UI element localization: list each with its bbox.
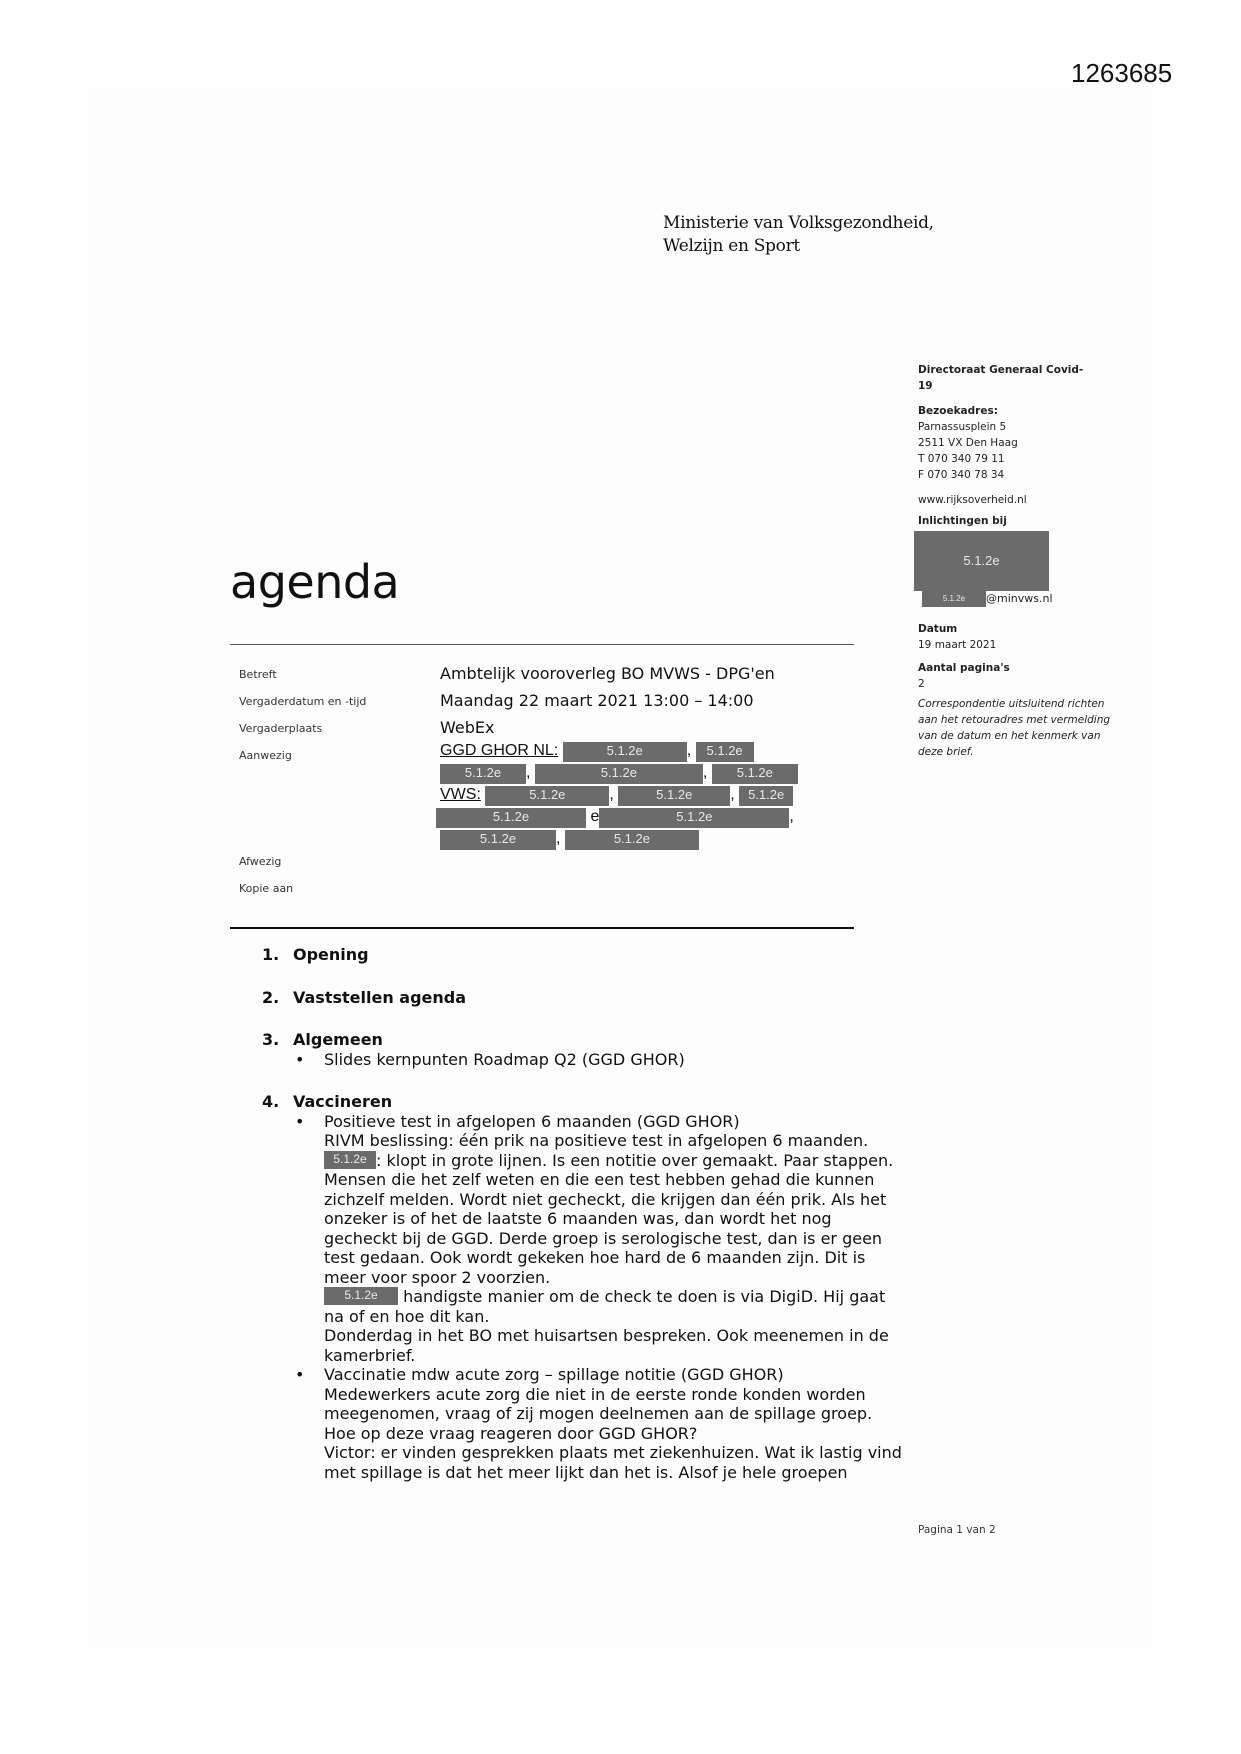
redaction-block: 5.1.2e [599, 808, 789, 828]
separator: , [789, 808, 794, 825]
paragraph: Donderdag in het BO met huisartsen bespreken. Ook meenemen in de kamerbrief. [324, 1326, 889, 1365]
vws-attendees-row-3 [440, 830, 699, 852]
subject-value: Ambtelijk vooroverleg BO MVWS - DPG'en [440, 664, 775, 683]
sender-details [918, 362, 1118, 760]
directorate-line-1: Directoraat Generaal Covid- [918, 364, 1084, 376]
agenda-item-3 [262, 1030, 902, 1050]
separator: , [609, 786, 614, 803]
paragraph-text: handigste manier om de check te doen is via DigiD. Hij gaat na of en hoe dit kan. [324, 1287, 886, 1326]
agenda-bullet [293, 1050, 902, 1070]
agenda-bullet [293, 1365, 902, 1482]
street: Parnassusplein 5 [918, 421, 1007, 433]
separator: , [730, 786, 735, 803]
redaction-block: 5.1.2e [618, 786, 730, 806]
redaction-block: 5.1.2e [563, 742, 687, 762]
item-title: Algemeen [293, 1030, 383, 1049]
item-title: Vaccineren [293, 1092, 393, 1111]
location-value: WebEx [440, 718, 495, 737]
directorate-line-2: 19 [918, 380, 933, 392]
separator: , [702, 764, 708, 781]
date-value: 19 maart 2021 [918, 639, 997, 651]
redaction-block: 5.1.2e [914, 531, 1049, 591]
redaction-block: 5.1.2e [739, 786, 793, 806]
item-number: 1. [262, 945, 280, 964]
bullet-body [324, 1112, 902, 1366]
ministry-line-2: Welzijn en Sport [663, 236, 800, 256]
agenda-list [262, 945, 902, 1482]
redaction-block: 5.1.2e [436, 808, 586, 828]
ministry-line-1: Ministerie van Volksgezondheid, [663, 213, 934, 233]
info-label: Inlichtingen bij [918, 515, 1007, 527]
paragraph: RIVM beslissing: één prik na positieve test in afgelopen 6 maanden. [324, 1131, 869, 1150]
redaction-block: 5.1.2e [440, 764, 526, 784]
redaction-block: 5.1.2e [324, 1287, 398, 1305]
datetime-label: Vergaderdatum en -tijd [239, 695, 367, 708]
paragraph: Victor: er vinden gesprekken plaats met ziekenhuizen. Wat ik lastig vind met spillage is dat het meer lijkt dan het is. Alsof je hele groepen [324, 1443, 902, 1482]
email-domain: @minvws.nl [986, 592, 1053, 605]
item-title: Opening [293, 945, 369, 964]
bullet-text: Slides kernpunten Roadmap Q2 (GGD GHOR) [324, 1049, 685, 1069]
website-link[interactable]: www.rijksoverheid.nl [918, 494, 1027, 506]
pages-value: 2 [918, 678, 925, 690]
date-label: Datum [918, 623, 958, 635]
item-title: Vaststellen agenda [293, 987, 467, 1007]
page-indicator: Pagina 1 van 2 [918, 1524, 996, 1536]
paragraph [324, 1287, 902, 1326]
ggd-attendees-row-2 [440, 764, 798, 786]
info-contact [918, 531, 1118, 609]
vws-attendees-row-2 [436, 808, 794, 830]
absent-label: Afwezig [239, 855, 282, 868]
separator: , [526, 764, 531, 781]
bullet-icon: • [295, 1111, 305, 1131]
ggd-attendees-row-1 [440, 742, 754, 764]
separator: , [556, 830, 561, 847]
separator: , [686, 742, 692, 759]
subject-label: Betreft [239, 668, 277, 681]
redaction-block: 5.1.2e [565, 830, 699, 850]
fax: F 070 340 78 34 [918, 469, 1005, 481]
paragraph [324, 1151, 902, 1288]
datetime-value: Maandag 22 maart 2021 13:00 – 14:00 [440, 691, 754, 710]
agenda-bullet [293, 1112, 902, 1366]
ministry-logo-text [663, 212, 934, 258]
bullet-icon: • [295, 1365, 305, 1384]
joiner-text: e [590, 808, 600, 825]
divider-bottom [230, 927, 854, 929]
visit-address-label: Bezoekadres: [918, 405, 998, 417]
location-label: Vergaderplaats [239, 722, 323, 735]
item-number: 4. [262, 1092, 280, 1111]
bullet-title: Vaccinatie mdw acute zorg – spillage notitie (GGD GHOR) [324, 1365, 784, 1384]
redaction-block: 5.1.2e [696, 742, 754, 762]
directorate [918, 362, 1118, 394]
vws-attendees-row-1 [440, 786, 793, 808]
redaction-block: 5.1.2e [324, 1151, 376, 1169]
item-number: 2. [262, 987, 280, 1007]
bullet-body [324, 1365, 902, 1482]
bullet-icon: • [295, 1049, 305, 1069]
redaction-block: 5.1.2e [440, 830, 556, 850]
divider-top [230, 644, 854, 645]
redaction-block: 5.1.2e [485, 786, 609, 806]
phone: T 070 340 79 11 [918, 453, 1005, 465]
redaction-block: 5.1.2e [712, 764, 798, 784]
pages-label: Aantal pagina's [918, 662, 1010, 674]
paragraph-text: : klopt in grote lijnen. Is een notitie over gemaakt. Paar stappen. Mensen die het zelf weten en die een test hebben gehad die kunnen zichzelf melden. Wordt niet gecheckt, die krijgen dan één prik. Als het onzeker is of het de laatste 6 maanden was, dan wordt het nog gecheckt bij de GGD. Derde groep is serologische test, dan is er geen test gedaan. Ook wordt gekeken hoe hard de 6 maanden zijn. Dit is meer voor spoor 2 voorzien. [324, 1150, 894, 1287]
agenda-item-4 [262, 1092, 902, 1112]
bullet-title: Positieve test in afgelopen 6 maanden (GGD GHOR) [324, 1111, 740, 1131]
agenda-item-2 [262, 988, 902, 1008]
redaction-block: 5.1.2e [535, 764, 703, 784]
copy-label: Kopie aan [239, 882, 294, 895]
page-title: agenda [230, 555, 400, 609]
city: 2511 VX Den Haag [918, 437, 1018, 449]
vws-label: VWS: [440, 786, 481, 803]
item-number: 3. [262, 1030, 280, 1049]
present-label: Aanwezig [239, 749, 292, 762]
correspondence-note: Correspondentie uitsluitend richten aan het retouradres met vermelding van de datum en het kenmerk van deze brief. [918, 698, 1111, 758]
agenda-item-1 [262, 945, 902, 965]
document-id: 1263685 [1071, 58, 1173, 88]
redaction-block: 5.1.2e [922, 591, 986, 607]
paragraph: Medewerkers acute zorg die niet in de eerste ronde konden worden meegenomen, vraag of zij mogen deelnemen aan de spillage groep. Hoe op deze vraag reageren door GGD GHOR? [324, 1384, 873, 1443]
ggd-label: GGD GHOR NL: [440, 742, 559, 759]
